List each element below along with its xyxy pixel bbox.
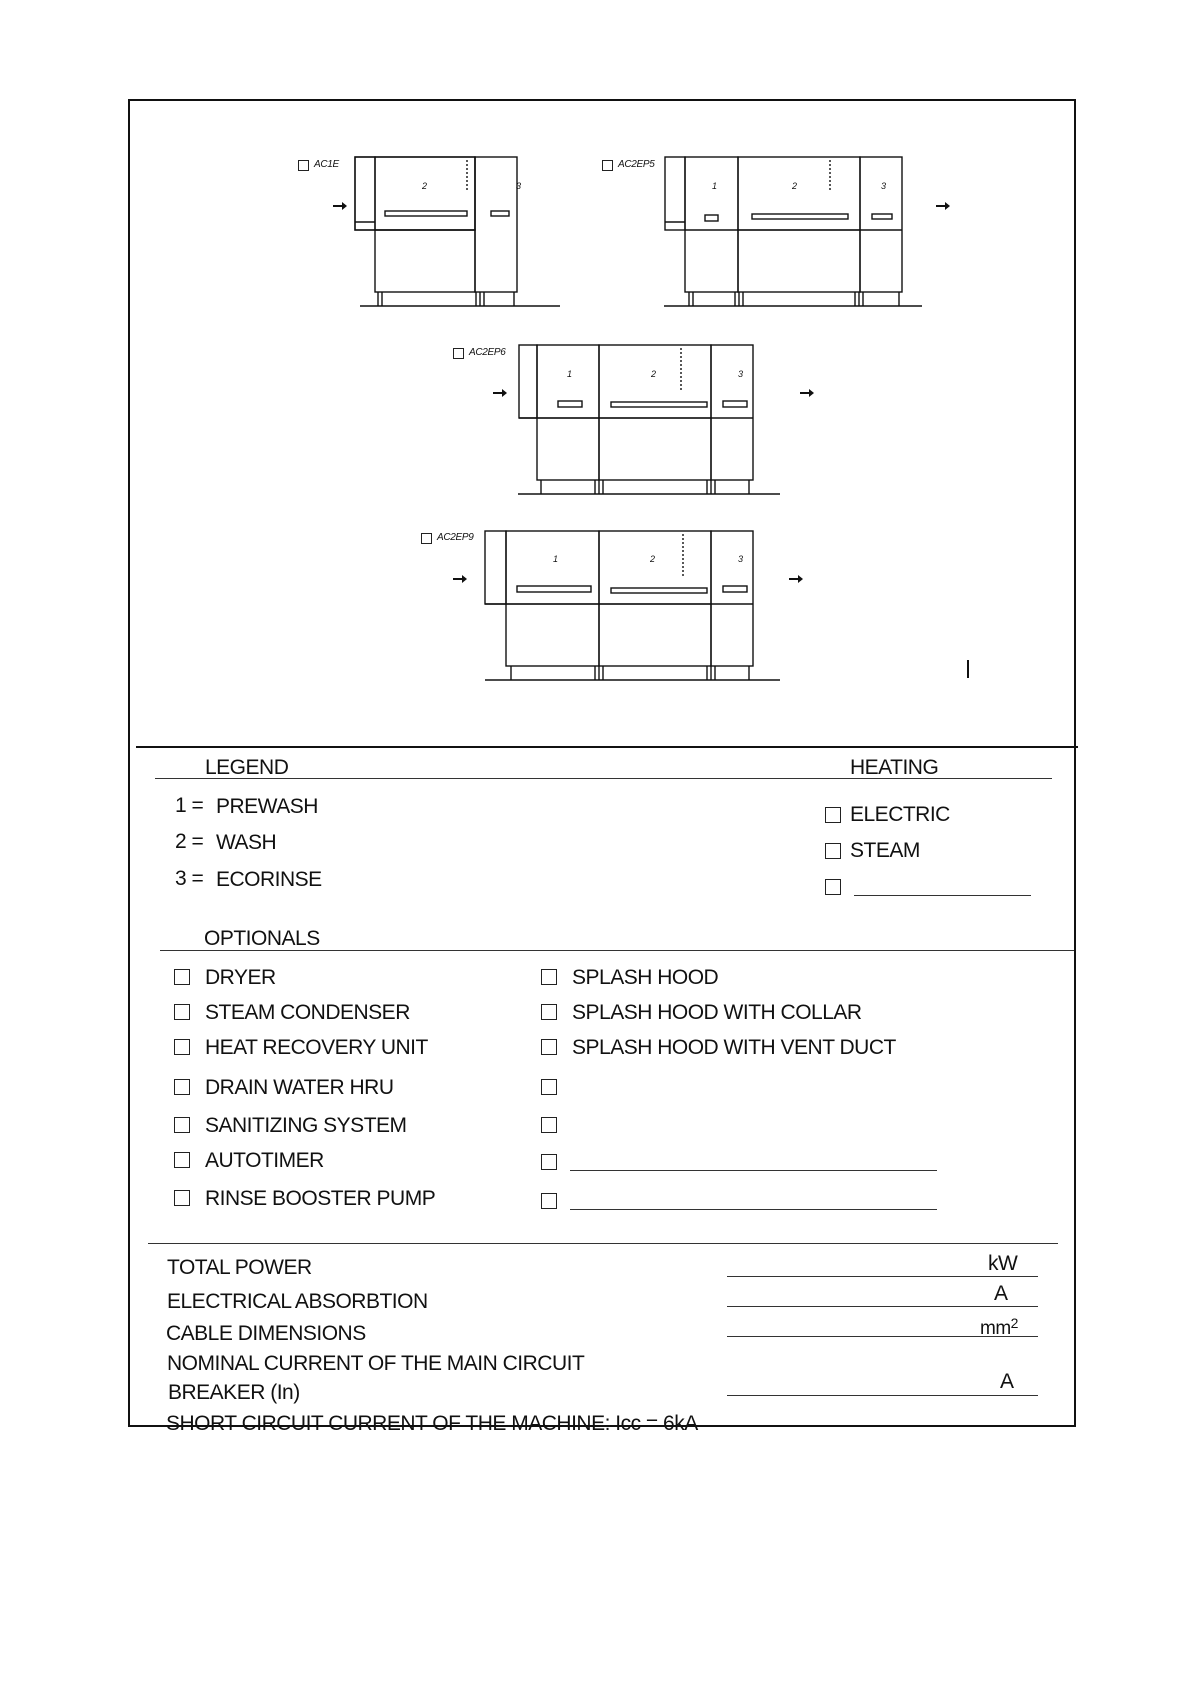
machine-ac1e-module-label: 2 <box>422 181 428 191</box>
cable-dimensions-unit: $mm^2$ <box>980 1315 1018 1339</box>
legend-item-label: WASH <box>216 831 277 854</box>
model-ac2ep5-checkbox[interactable] <box>602 160 613 171</box>
heating-title: HEATING <box>850 756 939 779</box>
legend-title: LEGEND <box>205 756 289 779</box>
optional-blank-checkbox[interactable] <box>541 1117 557 1133</box>
electrical-absorption-unit: A <box>994 1282 1008 1305</box>
optional-autotimer-checkbox[interactable] <box>174 1152 190 1168</box>
model-ac2ep5-label: AC2EP5 <box>618 159 655 170</box>
optional-autotimer-label: AUTOTIMER <box>205 1149 324 1172</box>
machine-ac1e-drawing <box>320 150 570 310</box>
total-power-label: TOTAL POWER <box>167 1256 312 1279</box>
optional-blank-checkbox[interactable] <box>541 1154 557 1170</box>
optional-steam-condenser-checkbox[interactable] <box>174 1004 190 1020</box>
legend-item-label: PREWASH <box>216 795 318 818</box>
heating-steam-label: STEAM <box>850 839 920 862</box>
machine-ac2ep9-drawing <box>445 524 815 684</box>
machine-ac1e-module-label: 3 <box>516 181 522 191</box>
total-power-field[interactable] <box>727 1276 1038 1277</box>
machine-ac2ep5-drawing <box>650 150 950 310</box>
model-ac2ep9-label: AC2EP9 <box>437 532 474 543</box>
total-power-unit: kW <box>988 1252 1018 1275</box>
optional-splash-hood-vent-label: SPLASH HOOD WITH VENT DUCT <box>572 1036 896 1059</box>
legend-item-number: 3 = <box>175 867 204 890</box>
optional-rinse-booster-label: RINSE BOOSTER PUMP <box>205 1187 436 1210</box>
cable-dimensions-label: CABLE DIMENSIONS <box>166 1322 366 1345</box>
machine-ac2ep9-module-label: 1 <box>553 554 559 564</box>
machine-ac2ep6-module-label: 2 <box>651 369 657 379</box>
legend-item-number: 1 = <box>175 794 204 817</box>
model-ac2ep6-checkbox[interactable] <box>453 348 464 359</box>
optional-drain-water-hru-label: DRAIN WATER HRU <box>205 1076 394 1099</box>
breaker-unit: A <box>1000 1370 1014 1393</box>
heating-electric-checkbox[interactable] <box>825 807 841 823</box>
optional-dryer-label: DRYER <box>205 966 276 989</box>
electrical-absorption-label: ELECTRICAL ABSORBTION <box>167 1290 428 1313</box>
heating-other-checkbox[interactable] <box>825 879 841 895</box>
model-ac2ep6-label: AC2EP6 <box>469 347 506 358</box>
optional-sanitizing-checkbox[interactable] <box>174 1117 190 1133</box>
breaker-label-line1: NOMINAL CURRENT OF THE MAIN CIRCUIT <box>167 1352 585 1375</box>
breaker-field[interactable] <box>727 1395 1038 1396</box>
optional-splash-hood-checkbox[interactable] <box>541 969 557 985</box>
heating-other-field[interactable] <box>854 895 1031 896</box>
machine-ac2ep9-module-label: 3 <box>738 554 744 564</box>
legend-item-label: ECORINSE <box>216 868 322 891</box>
short-circuit-label: SHORT CIRCUIT CURRENT OF THE MACHINE: Icc = 6kA <box>166 1412 698 1435</box>
legend-underline <box>155 778 1052 779</box>
optional-splash-hood-label: SPLASH HOOD <box>572 966 719 989</box>
machine-ac2ep6-module-label: 1 <box>567 369 573 379</box>
optional-splash-hood-vent-checkbox[interactable] <box>541 1039 557 1055</box>
optional-blank-field[interactable] <box>570 1170 937 1171</box>
text-cursor-mark <box>967 660 969 678</box>
machine-ac2ep5-module-label: 2 <box>792 181 798 191</box>
electrical-divider <box>148 1243 1058 1244</box>
optional-heat-recovery-checkbox[interactable] <box>174 1039 190 1055</box>
optional-dryer-checkbox[interactable] <box>174 969 190 985</box>
optional-blank-checkbox[interactable] <box>541 1193 557 1209</box>
machine-ac2ep6-drawing <box>480 338 820 498</box>
optional-sanitizing-label: SANITIZING SYSTEM <box>205 1114 407 1137</box>
machine-ac2ep9-module-label: 2 <box>650 554 656 564</box>
optional-steam-condenser-label: STEAM CONDENSER <box>205 1001 410 1024</box>
optional-heat-recovery-label: HEAT RECOVERY UNIT <box>205 1036 428 1059</box>
optional-blank-checkbox[interactable] <box>541 1079 557 1095</box>
machine-ac2ep5-module-label: 1 <box>712 181 718 191</box>
heating-steam-checkbox[interactable] <box>825 843 841 859</box>
section-divider <box>136 746 1078 748</box>
optional-drain-water-hru-checkbox[interactable] <box>174 1079 190 1095</box>
model-ac1e-checkbox[interactable] <box>298 160 309 171</box>
model-ac1e-label: AC1E <box>314 159 339 170</box>
optional-blank-field[interactable] <box>570 1209 937 1210</box>
cable-dimensions-field[interactable] <box>727 1336 1038 1337</box>
optionals-underline <box>160 950 1074 951</box>
breaker-label-line2: BREAKER (In) <box>168 1381 300 1404</box>
optional-splash-hood-collar-checkbox[interactable] <box>541 1004 557 1020</box>
model-ac2ep9-checkbox[interactable] <box>421 533 432 544</box>
optional-rinse-booster-checkbox[interactable] <box>174 1190 190 1206</box>
machine-ac2ep5-module-label: 3 <box>881 181 887 191</box>
electrical-absorption-field[interactable] <box>727 1306 1038 1307</box>
legend-item-number: 2 = <box>175 830 204 853</box>
machine-ac2ep6-module-label: 3 <box>738 369 744 379</box>
optional-splash-hood-collar-label: SPLASH HOOD WITH COLLAR <box>572 1001 862 1024</box>
optionals-title: OPTIONALS <box>204 927 320 950</box>
heating-electric-label: ELECTRIC <box>850 803 950 826</box>
